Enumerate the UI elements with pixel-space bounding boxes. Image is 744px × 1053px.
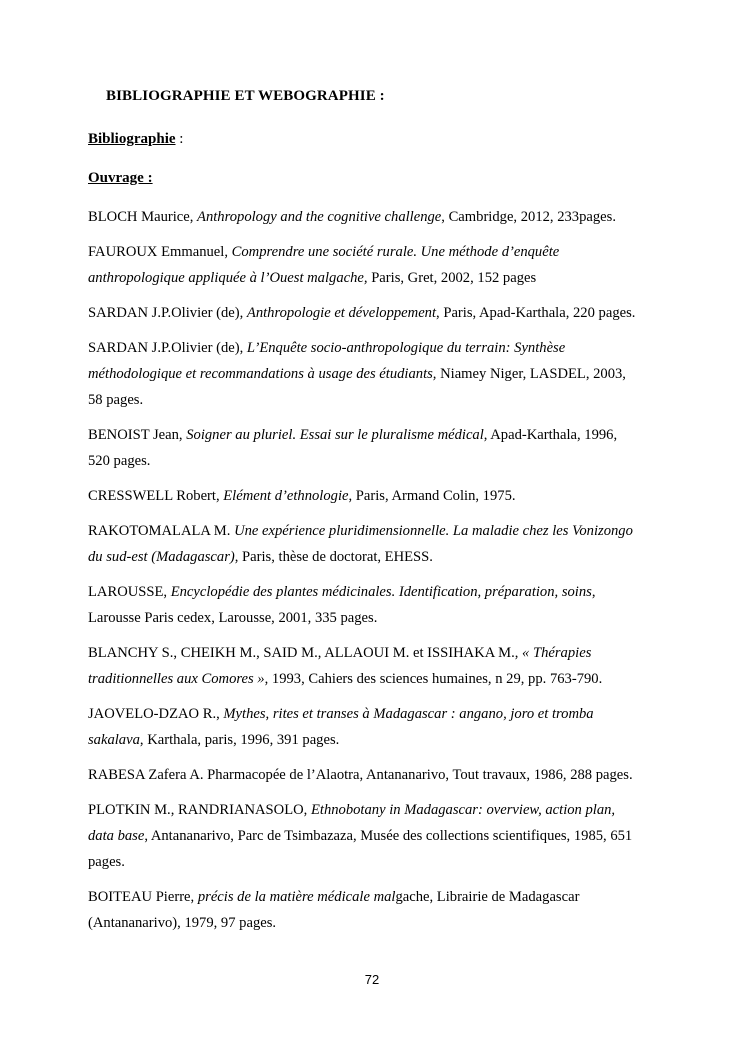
entry-line: [88, 422, 660, 448]
entry-title-text: anthropologique appliquée à l’Ouest malgache,: [88, 270, 368, 286]
entry-text: gache, Librairie de Madagascar: [395, 889, 580, 905]
entry-title-text: précis de la matière médicale mal: [197, 889, 396, 905]
section-heading-label: Bibliographie: [88, 131, 176, 147]
entry-text: , Karthala, paris, 1996, 391 pages.: [139, 732, 340, 748]
entry-text: PLOTKIN M., RANDRIANASOLO,: [88, 802, 311, 818]
entry-text: CRESSWELL Robert,: [88, 488, 224, 504]
page-title: BIBLIOGRAPHIE ET WEBOGRAPHIE :: [106, 88, 385, 104]
entry-text: 58 pages.: [88, 392, 144, 408]
entry-text: , Paris, thèse de doctorat, EHESS.: [234, 549, 433, 565]
bibliography-entry: [88, 884, 660, 936]
entry-line: [88, 762, 660, 788]
section-heading: [88, 131, 183, 148]
entry-text: BOITEAU Pierre,: [88, 889, 198, 905]
entry-text: JAOVELO-DZAO R.,: [88, 706, 224, 722]
entry-title-text: Ethnobotany in Madagascar: overview, action plan,: [310, 802, 616, 818]
entry-line: [88, 265, 660, 291]
entry-text: (Antananarivo), 1979, 97 pages.: [88, 915, 277, 931]
entry-line: [88, 640, 660, 666]
entry-line: [88, 448, 660, 474]
entry-text: Larousse Paris cedex, Larousse, 2001, 335 pages.: [88, 610, 378, 626]
entry-text: 520 pages.: [88, 453, 151, 469]
entry-text: SARDAN J.P.Olivier (de),: [88, 305, 247, 321]
entry-text: , 1993, Cahiers des sciences humaines, n 29, pp. 763-790.: [264, 671, 603, 687]
entry-line: [88, 605, 660, 631]
entry-text: BLOCH Maurice,: [88, 209, 198, 225]
bibliography-entry: [88, 422, 660, 474]
entry-text: Paris, Gret, 2002, 152 pages: [367, 270, 537, 286]
page-number: 72: [364, 972, 380, 987]
bibliography-entry: [88, 300, 660, 326]
entry-line: [88, 387, 660, 413]
entry-text: RAKOTOMALALA M.: [88, 523, 235, 539]
entry-title-text: du sud-est (Madagascar): [88, 549, 235, 565]
entry-line: [88, 701, 660, 727]
bibliography-entry: [88, 762, 660, 788]
entry-line: [88, 884, 660, 910]
entry-line: [88, 483, 660, 509]
entry-line: [88, 361, 660, 387]
entry-text: SARDAN J.P.Olivier (de),: [88, 340, 247, 356]
entry-title-text: data base: [88, 828, 145, 844]
entry-title-text: Elément d’ethnologie: [223, 488, 349, 504]
entry-text: , Antananarivo, Parc de Tsimbazaza, Musée des collections scientifiques, 1985, 651: [144, 828, 633, 844]
entry-text: ,: [591, 584, 596, 600]
bibliography-entry: [88, 204, 660, 230]
entry-text: BLANCHY S., CHEIKH M., SAID M., ALLAOUI M. et ISSIHAKA M.,: [88, 645, 523, 661]
entry-line: [88, 727, 660, 753]
entry-line: [88, 239, 660, 265]
entry-line: [88, 849, 660, 875]
entry-text: LAROUSSE,: [88, 584, 171, 600]
entry-text: BENOIST Jean,: [88, 427, 187, 443]
bibliography-entry: [88, 797, 660, 875]
entry-line: [88, 823, 660, 849]
bibliography-entry: [88, 335, 660, 413]
bibliography-entry: [88, 701, 660, 753]
entry-line: [88, 335, 660, 361]
section-heading-separator: :: [175, 131, 184, 147]
entry-text: , Paris, Apad-Karthala, 220 pages.: [436, 305, 636, 321]
entry-title-text: « Thérapies: [522, 645, 592, 661]
entry-title-text: Une expérience pluridimensionnelle. La maladie chez les Vonizongo: [234, 523, 633, 539]
subsection-heading: Ouvrage :: [88, 170, 153, 186]
bibliography-entry: [88, 518, 660, 570]
entry-text: , Paris, Armand Colin, 1975.: [348, 488, 516, 504]
entry-line: [88, 300, 660, 326]
entry-title-text: Anthropologie et développement: [246, 305, 437, 321]
bibliography-list: [88, 204, 660, 945]
entry-line: [88, 579, 660, 605]
entry-line: [88, 204, 660, 230]
entry-title-text: Mythes, rites et transes à Madagascar : angano, joro et tromba: [223, 706, 594, 722]
entry-title-text: Encyclopédie des plantes médicinales. Identification, préparation, soins: [170, 584, 592, 600]
entry-title-text: L’Enquête socio-anthropologique du terrain: Synthèse: [246, 340, 566, 356]
entry-line: [88, 797, 660, 823]
entry-title-text: sakalava: [88, 732, 140, 748]
entry-title-text: Anthropology and the cognitive challenge: [197, 209, 442, 225]
bibliography-entry: [88, 483, 660, 509]
bibliography-entry: [88, 640, 660, 692]
entry-text: FAUROUX Emmanuel,: [88, 244, 232, 260]
entry-line: [88, 666, 660, 692]
entry-line: [88, 910, 660, 936]
entry-text: pages.: [88, 854, 125, 870]
entry-title-text: Comprendre une société rurale. Une méthode d’enquête: [231, 244, 560, 260]
bibliography-entry: [88, 239, 660, 291]
bibliography-entry: [88, 579, 660, 631]
entry-title-text: traditionnelles aux Comores »: [88, 671, 265, 687]
entry-title-text: méthodologique et recommandations à usage des étudiants,: [88, 366, 437, 382]
entry-line: [88, 518, 660, 544]
entry-text: RABESA Zafera A. Pharmacopée de l’Alaotra, Antananarivo, Tout travaux, 1986, 288 pages.: [88, 767, 633, 783]
entry-text: , Cambridge, 2012, 233pages.: [441, 209, 616, 225]
entry-text: Niamey Niger, LASDEL, 2003,: [436, 366, 626, 382]
entry-text: , Apad-Karthala, 1996,: [483, 427, 618, 443]
entry-line: [88, 544, 660, 570]
entry-title-text: Soigner au pluriel. Essai sur le pluralisme médical: [186, 427, 484, 443]
